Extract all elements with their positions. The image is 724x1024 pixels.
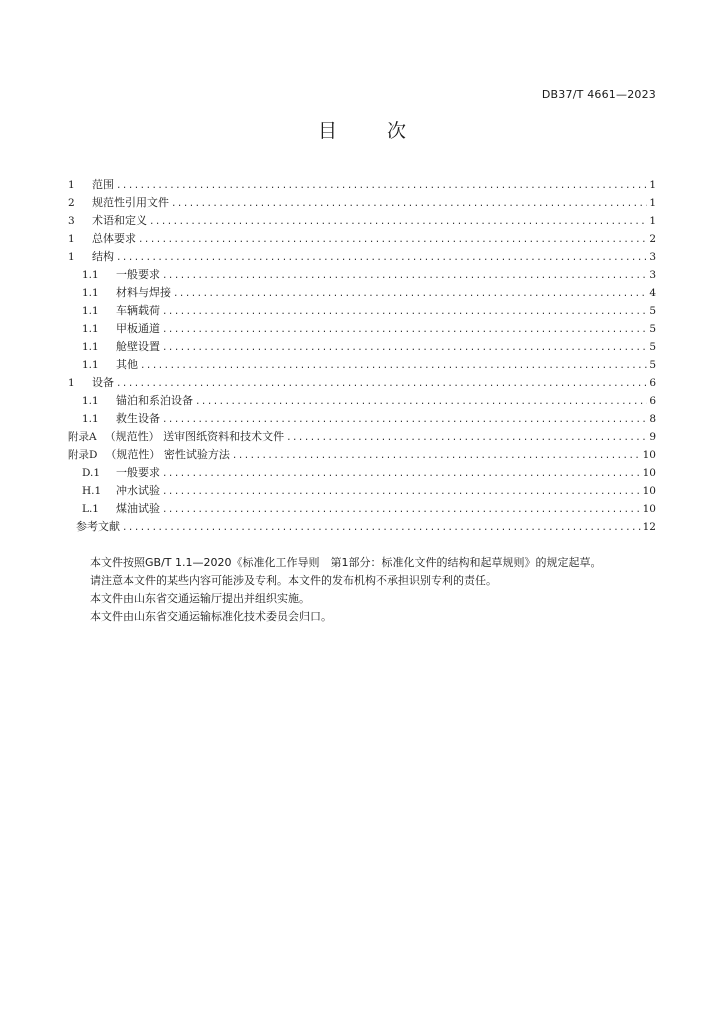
document-code: DB37/T 4661—2023 — [541, 88, 656, 101]
toc-subentry[interactable] — [68, 482, 656, 500]
foreword-paragraph: 请注意本文件的某些内容可能涉及专利。本文件的发布机构不承担识别专利的责任。 — [90, 574, 497, 587]
toc-entry-number: 1 — [68, 179, 75, 191]
toc-entry-page: 5 — [649, 359, 656, 371]
toc-entry-number: D.1 — [82, 467, 101, 479]
toc-entry-page: 6 — [649, 395, 656, 407]
toc-entry-number: 附录D — [68, 449, 98, 461]
toc-entry-label: 参考文献 — [76, 520, 120, 533]
toc-entry-page: 3 — [649, 269, 656, 281]
toc-entry-page: 8 — [649, 413, 656, 425]
toc-entry-label: 车辆载荷 — [116, 304, 160, 317]
toc-entry-page: 5 — [649, 323, 656, 335]
toc-entry-page: 6 — [649, 377, 656, 389]
toc-entry-appendix-d[interactable] — [68, 446, 656, 464]
toc-subentry[interactable] — [68, 302, 656, 320]
toc-entry-number: 2 — [68, 197, 75, 209]
toc-entry-structure[interactable] — [68, 248, 656, 266]
toc-entry-number: 1 — [68, 251, 75, 263]
toc-entry-label: （规范性） 送审图纸资料和技术文件 — [104, 430, 285, 443]
toc-entry-number: L.1 — [82, 503, 99, 515]
toc-dot-leader — [138, 231, 647, 249]
toc-entry-scope[interactable] — [68, 176, 656, 194]
toc-dot-leader — [149, 213, 647, 231]
toc-entry-number: 1.1 — [82, 413, 99, 425]
foreword-paragraph: 本文件按照GB/T 1.1—2020《标准化工作导则 第1部分：标准化文件的结构和起草规则》的规定起草。 — [90, 556, 602, 569]
toc-entry-page: 4 — [649, 287, 656, 299]
toc-entry-label: 舱壁设置 — [116, 340, 160, 353]
toc-entry-number: 1 — [68, 377, 75, 389]
toc-dot-leader — [140, 357, 647, 375]
toc-subentry[interactable] — [68, 500, 656, 518]
toc-entry-page: 5 — [649, 305, 656, 317]
table-of-contents — [68, 176, 656, 536]
toc-entry-number: 1.1 — [82, 305, 99, 317]
toc-subentry[interactable] — [68, 392, 656, 410]
toc-entry-number: 附录A — [68, 431, 97, 443]
toc-entry-page: 2 — [649, 233, 656, 245]
toc-dot-leader — [116, 249, 647, 267]
toc-subentry[interactable] — [68, 356, 656, 374]
toc-entry-number: 1.1 — [82, 287, 99, 299]
foreword-paragraph: 本文件由山东省交通运输标准化技术委员会归口。 — [90, 610, 332, 623]
toc-dot-leader — [122, 519, 641, 537]
toc-entry-label: 设备 — [92, 376, 114, 389]
toc-subentry[interactable] — [68, 338, 656, 356]
toc-entry-number: 1.1 — [82, 395, 99, 407]
toc-entry-label: 规范性引用文件 — [92, 196, 169, 209]
toc-entry-terms[interactable] — [68, 212, 656, 230]
toc-dot-leader — [116, 375, 647, 393]
toc-subentry[interactable] — [68, 320, 656, 338]
toc-dot-leader — [162, 303, 647, 321]
toc-entry-general-requirements[interactable] — [68, 230, 656, 248]
toc-entry-number: 1.1 — [82, 341, 99, 353]
toc-entry-page: 9 — [649, 431, 656, 443]
toc-subentry[interactable] — [68, 266, 656, 284]
toc-dot-leader — [162, 483, 641, 501]
toc-entry-page: 10 — [642, 503, 656, 515]
toc-entry-label: 一般要求 — [116, 466, 160, 479]
page-title: 目 次 — [317, 120, 429, 142]
toc-entry-label: 冲水试验 — [116, 484, 160, 497]
toc-dot-leader — [162, 501, 641, 519]
toc-entry-normative-references[interactable] — [68, 194, 656, 212]
toc-dot-leader — [116, 177, 647, 195]
toc-entry-page: 1 — [649, 215, 656, 227]
toc-dot-leader — [232, 447, 641, 465]
toc-entry-label: 其他 — [116, 358, 138, 371]
toc-subentry[interactable] — [68, 284, 656, 302]
toc-entry-number: 3 — [68, 215, 75, 227]
toc-entry-label: 煤油试验 — [116, 502, 160, 515]
toc-entry-number: 1 — [68, 233, 75, 245]
toc-dot-leader — [195, 393, 647, 411]
toc-entry-equipment[interactable] — [68, 374, 656, 392]
foreword-paragraph: 本文件由山东省交通运输厅提出并组织实施。 — [90, 592, 310, 605]
toc-dot-leader — [173, 285, 647, 303]
toc-entry-label: 术语和定义 — [92, 214, 147, 227]
toc-entry-number: 1.1 — [82, 269, 99, 281]
toc-entry-page: 10 — [642, 449, 656, 461]
toc-dot-leader — [162, 321, 647, 339]
toc-entry-label: 锚泊和系泊设备 — [116, 394, 193, 407]
toc-entry-label: 救生设备 — [116, 412, 160, 425]
toc-subentry[interactable] — [68, 410, 656, 428]
toc-entry-appendix-a[interactable] — [68, 428, 656, 446]
toc-entry-label: 总体要求 — [92, 232, 136, 245]
foreword-text — [68, 554, 658, 626]
toc-entry-label: 结构 — [92, 250, 114, 263]
toc-entry-page: 5 — [649, 341, 656, 353]
toc-dot-leader — [171, 195, 647, 213]
toc-entry-label: 甲板通道 — [116, 322, 160, 335]
toc-entry-label: 一般要求 — [116, 268, 160, 281]
toc-entry-number: H.1 — [82, 485, 102, 497]
toc-subentry[interactable] — [68, 464, 656, 482]
toc-entry-number: 1.1 — [82, 359, 99, 371]
toc-entry-page: 10 — [642, 485, 656, 497]
toc-dot-leader — [162, 339, 647, 357]
toc-dot-leader — [162, 411, 647, 429]
toc-dot-leader — [162, 465, 641, 483]
toc-entry-label: （规范性） 密性试验方法 — [105, 448, 230, 461]
toc-dot-leader — [162, 267, 647, 285]
toc-entry-page: 1 — [649, 197, 656, 209]
toc-dot-leader — [286, 429, 647, 447]
toc-entry-page: 3 — [649, 251, 656, 263]
toc-entry-bibliography[interactable] — [68, 518, 656, 536]
toc-entry-label: 范围 — [92, 178, 114, 191]
toc-entry-page: 1 — [649, 179, 656, 191]
toc-entry-page: 10 — [642, 467, 656, 479]
toc-entry-label: 材料与焊接 — [116, 286, 171, 299]
toc-entry-number: 1.1 — [82, 323, 99, 335]
toc-entry-page: 12 — [642, 521, 656, 533]
